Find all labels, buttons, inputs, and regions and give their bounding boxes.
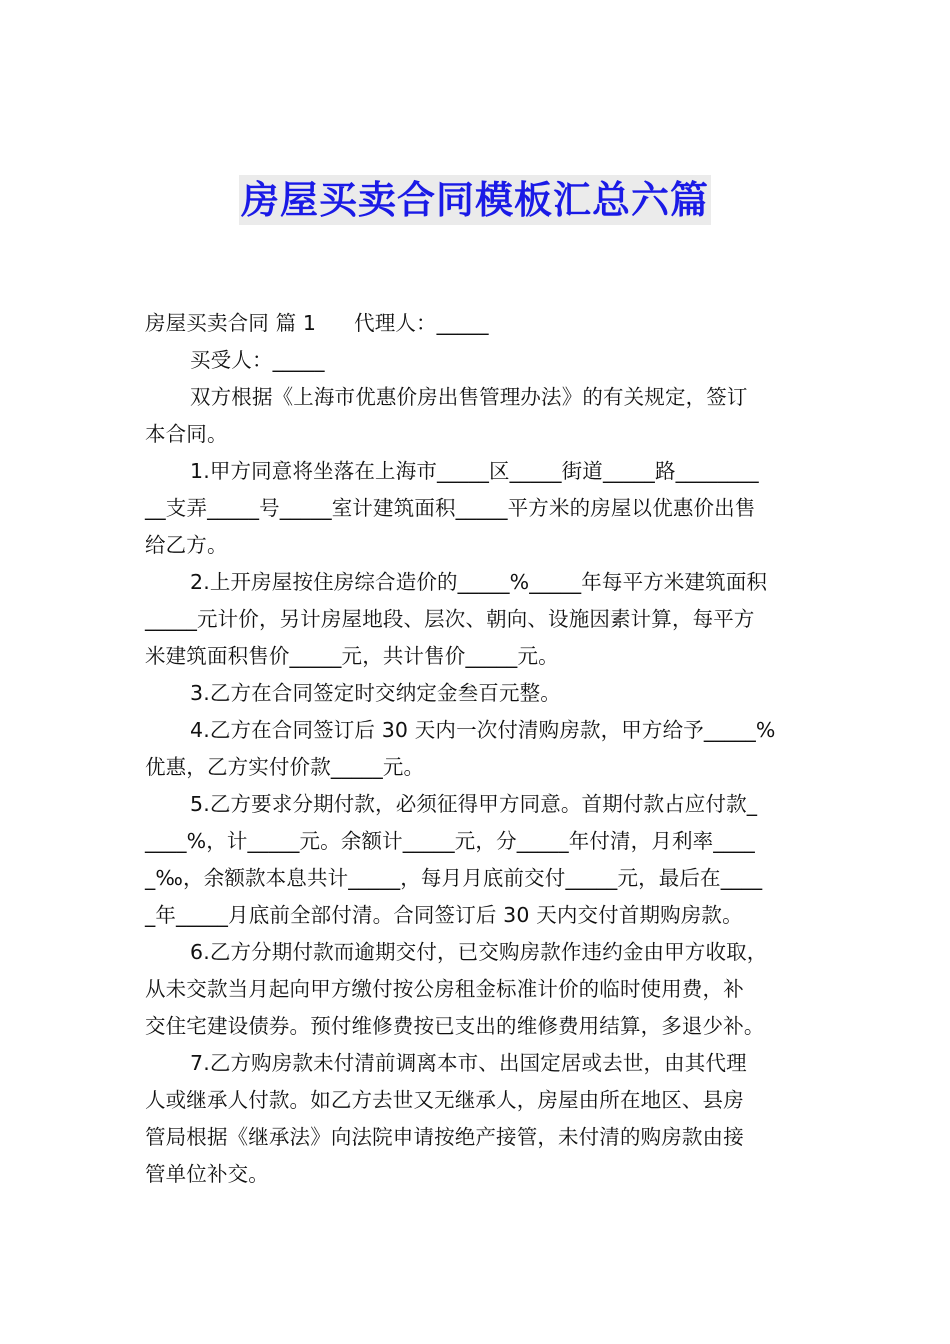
clause-1-line: __支弄_____号_____室计建筑面积_____平方米的房屋以优惠价出售	[145, 496, 756, 520]
clause-2-line: _____元计价，另计房屋地段、层次、朝向、设施因素计算，每平方	[145, 607, 755, 631]
clause-6-line: 交住宅建设债券。预付维修费按已支出的维修费用结算，多退少补。	[145, 1014, 765, 1038]
paragraph-line: 买受人：_____	[190, 348, 325, 372]
paragraph-line: 本合同。	[145, 422, 228, 446]
agent-field: 代理人：_____	[354, 311, 489, 335]
clause-5-line: 5.乙方要求分期付款，必须征得甲方同意。首期付款占应付款_	[190, 792, 758, 816]
clause-7-line: 人或继承人付款。如乙方去世又无继承人，房屋由所在地区、县房	[145, 1088, 744, 1112]
clause-1-line: 给乙方。	[145, 533, 228, 557]
title-container	[0, 175, 950, 225]
document-title: 房屋买卖合同模板汇总六篇	[239, 175, 711, 225]
clause-6-line: 6.乙方分期付款而逾期交付，已交购房款作违约金由甲方收取，	[190, 940, 768, 964]
clause-2-line: 米建筑面积售价_____元，共计售价_____元。	[145, 644, 559, 668]
clause-6-line: 从未交款当月起向甲方缴付按公房租金标准计价的临时使用费，补	[145, 977, 744, 1001]
clause-7-line: 7.乙方购房款未付清前调离本市、出国定居或去世，由其代理	[190, 1051, 747, 1075]
clause-7-line: 管局根据《继承法》向法院申请按绝产接管，未付清的购房款由接	[145, 1125, 744, 1149]
clause-2-line: 2.上开房屋按住房综合造价的_____%_____年每平方米建筑面积	[190, 570, 768, 594]
clause-4-line: 4.乙方在合同签订后 30 天内一次付清购房款，甲方给予_____%	[190, 718, 776, 742]
clause-1-line: 1.甲方同意将坐落在上海市_____区_____街道_____路________	[190, 459, 759, 483]
clause-5-line: _‰，余额款本息共计_____，每月月底前交付_____元，最后在____	[145, 866, 763, 890]
clause-5-line: ____%，计_____元。余额计_____元，分_____年付清，月利率____	[145, 829, 755, 853]
clause-7-line: 管单位补交。	[145, 1162, 269, 1186]
clause-4-line: 优惠，乙方实付价款_____元。	[145, 755, 425, 779]
contract-heading: 房屋买卖合同 篇 1	[145, 311, 317, 335]
document-body	[145, 305, 810, 1193]
clause-3-line: 3.乙方在合同签定时交纳定金叁百元整。	[190, 681, 561, 705]
header-line	[145, 305, 810, 342]
paragraph-line: 双方根据《上海市优惠价房出售管理办法》的有关规定，签订	[190, 385, 748, 409]
clause-5-line: _年_____月底前全部付清。合同签订后 30 天内交付首期购房款。	[145, 903, 743, 927]
